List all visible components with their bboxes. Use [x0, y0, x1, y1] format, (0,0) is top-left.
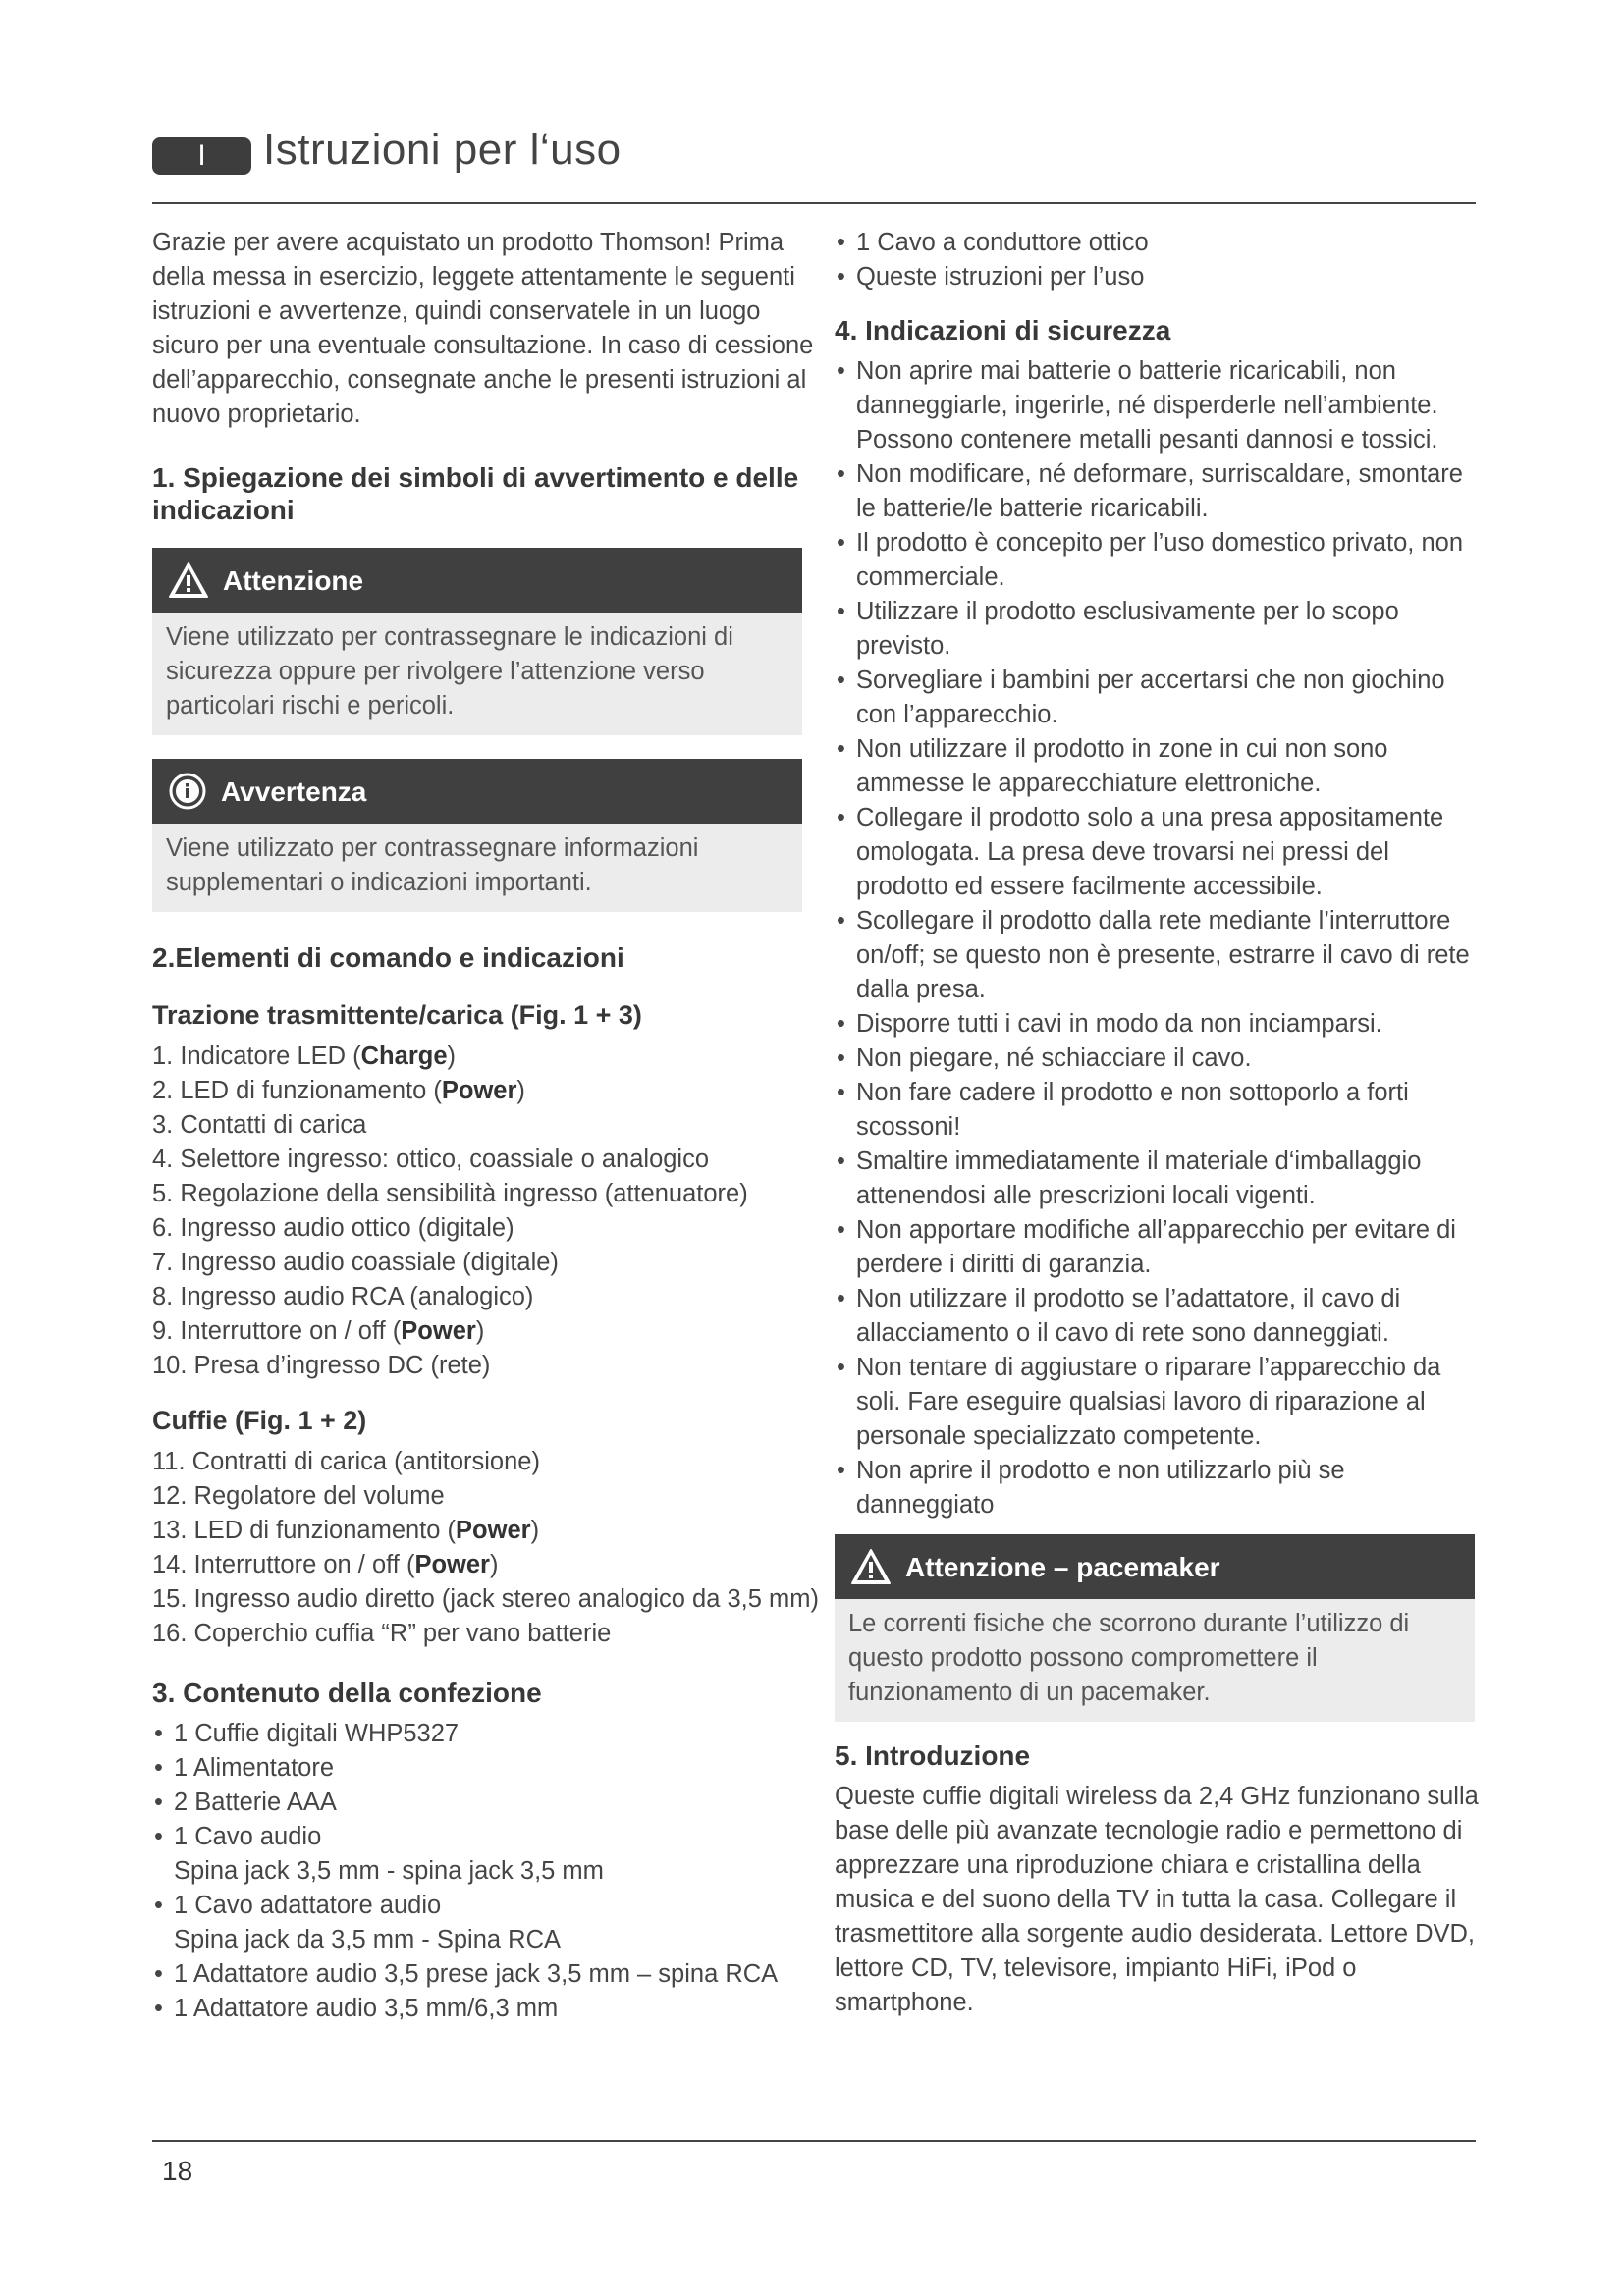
list-item: • 1 Cuffie digitali WHP5327	[152, 1717, 830, 1751]
warning-triangle-icon	[850, 1548, 892, 1585]
list-item: 1. Indicatore LED (Charge)	[152, 1042, 456, 1070]
list-item: • Utilizzare il prodotto esclusivamente per lo scopo previsto.	[835, 595, 1483, 664]
section-1-title: 1. Spiegazione dei simboli di avvertimento e delle indicazioni	[152, 462, 799, 525]
list-item: • 1 Adattatore audio 3,5 prese jack 3,5 mm – spina RCA	[152, 1957, 830, 1992]
info-notice-text: Viene utilizzato per contrassegnare informazioni supplementari o indicazioni importanti.	[152, 824, 802, 912]
list-item: 3. Contatti di carica	[152, 1111, 367, 1139]
info-notice-title: Avvertenza	[221, 775, 367, 807]
list-item: • Non utilizzare il prodotto se l’adattatore, il cavo di allacciamento o il cavo di rete sono danneggiati.	[835, 1282, 1483, 1351]
headphones-list	[152, 1445, 830, 1651]
warning-triangle-icon	[168, 561, 209, 599]
list-item: • Non aprire mai batterie o batterie ricaricabili, non danneggiarle, ingerirle, né disperderle nell’ambiente. Possono contenere metalli pesanti dannosi e tossici.	[835, 354, 1483, 457]
list-item: • Il prodotto è concepito per l’uso domestico privato, non commerciale.	[835, 526, 1483, 595]
intro-paragraph: Grazie per avere acquistato un prodotto Thomson! Prima della messa in esercizio, leggete attentamente le seguenti istruzioni e avvertenze, quindi conservatele in un luogo sicuro per una eventuale consultazione. In caso di cessione dell’apparecchio, consegnate anche le presenti istruzioni al nuovo proprietario.	[152, 229, 814, 428]
page-header	[152, 124, 1476, 202]
footer-rule	[152, 2140, 1476, 2142]
list-item-detail: Spina jack 3,5 mm - spina jack 3,5 mm	[174, 1857, 604, 1885]
section-4-title: 4. Indicazioni di sicurezza	[835, 315, 1171, 346]
list-item: • Non tentare di aggiustare o riparare l’apparecchio da soli. Fare eseguire qualsiasi lavoro di riparazione al personale specializzato competente.	[835, 1351, 1483, 1454]
list-item: • Queste istruzioni per l’uso	[835, 260, 1483, 294]
transmitter-subtitle: Trazione trasmittente/carica (Fig. 1 + 3)	[152, 1000, 642, 1030]
list-item: 16. Coperchio cuffia “R” per vano batterie	[152, 1620, 612, 1647]
list-item: • Sorvegliare i bambini per accertarsi che non giochino con l’apparecchio.	[835, 664, 1483, 732]
info-notice-header	[152, 759, 802, 824]
warning-notice-title: Attenzione	[223, 564, 364, 596]
pacemaker-notice	[835, 1534, 1475, 1722]
list-item: • 1 Adattatore audio 3,5 mm/6,3 mm	[152, 1992, 830, 2026]
introduction-paragraph: Queste cuffie digitali wireless da 2,4 GHz funzionano sulla base delle più avanzate tecnologie radio e permettono di apprezzare una riproduzione chiara e cristallina della musica e del suono della TV in tutta la casa. Collegare il trasmettitore alla sorgente audio desiderata. Lettore DVD, lettore CD, TV, televisore, impianto HiFi, iPod o smartphone.	[835, 1783, 1479, 2016]
transmitter-list	[152, 1040, 830, 1383]
list-item: 13. LED di funzionamento (Power)	[152, 1517, 540, 1544]
header-rule	[152, 202, 1476, 204]
list-item: • 1 Cavo adattatore audio Spina jack da 3,5 mm - Spina RCA	[152, 1889, 830, 1957]
pacemaker-notice-title: Attenzione – pacemaker	[905, 1551, 1220, 1582]
page-number: 18	[162, 2156, 193, 2186]
list-item: 7. Ingresso audio coassiale (digitale)	[152, 1249, 559, 1276]
left-column	[152, 226, 830, 2026]
list-item-detail: Spina jack da 3,5 mm - Spina RCA	[174, 1926, 562, 1953]
list-item: 11. Contratti di carica (antitorsione)	[152, 1448, 540, 1475]
list-item: • 1 Alimentatore	[152, 1751, 830, 1786]
list-item: • Non apportare modifiche all’apparecchio per evitare di perdere i diritti di garanzia.	[835, 1213, 1483, 1282]
info-notice	[152, 759, 802, 912]
warning-notice	[152, 548, 802, 735]
warning-notice-header	[152, 548, 802, 613]
list-item: • Collegare il prodotto solo a una presa appositamente omologata. La presa deve trovarsi nei pressi del prodotto ed essere facilmente accessibile.	[835, 801, 1483, 904]
page-title: Istruzioni per l‘uso	[263, 126, 622, 174]
list-item: • Disporre tutti i cavi in modo da non inciamparsi.	[835, 1007, 1483, 1041]
list-item: 14. Interruttore on / off (Power)	[152, 1551, 499, 1578]
list-item: • Non fare cadere il prodotto e non sottoporlo a forti scossoni!	[835, 1076, 1483, 1145]
list-item: • Non utilizzare il prodotto in zone in cui non sono ammesse le apparecchiature elettroniche.	[835, 732, 1483, 801]
pacemaker-notice-header	[835, 1534, 1475, 1599]
list-item: 8. Ingresso audio RCA (analogico)	[152, 1283, 534, 1310]
list-item: 9. Interruttore on / off (Power)	[152, 1317, 485, 1345]
list-item: 4. Selettore ingresso: ottico, coassiale o analogico	[152, 1146, 710, 1173]
package-contents-list-continued	[835, 226, 1483, 294]
list-item: • 1 Cavo audio Spina jack 3,5 mm - spina jack 3,5 mm	[152, 1820, 830, 1889]
warning-notice-text: Viene utilizzato per contrassegnare le indicazioni di sicurezza oppure per rivolgere l’attenzione verso particolari rischi e pericoli.	[152, 613, 802, 735]
list-item: • 1 Cavo a conduttore ottico	[835, 226, 1483, 260]
list-item: • Smaltire immediatamente il materiale d‘imballaggio attenendosi alle prescrizioni locali vigenti.	[835, 1145, 1483, 1213]
headphones-subtitle: Cuffie (Fig. 1 + 2)	[152, 1406, 367, 1435]
safety-list	[835, 354, 1483, 1522]
pacemaker-notice-text: Le correnti fisiche che scorrono durante l’utilizzo di questo prodotto possono compromettere il funzionamento di un pacemaker.	[835, 1599, 1475, 1722]
language-tag: I	[152, 137, 251, 175]
list-item: 10. Presa d’ingresso DC (rete)	[152, 1352, 491, 1379]
package-contents-list	[152, 1717, 830, 2026]
list-item: 6. Ingresso audio ottico (digitale)	[152, 1214, 514, 1242]
list-item: 2. LED di funzionamento (Power)	[152, 1077, 525, 1104]
right-column	[835, 226, 1483, 2020]
section-2-title: 2.Elementi di comando e indicazioni	[152, 942, 624, 973]
list-item: 12. Regolatore del volume	[152, 1482, 445, 1510]
list-item: • Non modificare, né deformare, surriscaldare, smontare le batterie/le batterie ricaricabili.	[835, 457, 1483, 526]
section-5-title: 5. Introduzione	[835, 1740, 1031, 1771]
list-item: 5. Regolazione della sensibilità ingresso (attenuatore)	[152, 1180, 748, 1207]
list-item: • Scollegare il prodotto dalla rete mediante l’interruttore on/off; se questo non è presente, estrarre il cavo di rete dalla presa.	[835, 904, 1483, 1007]
info-circle-icon	[168, 772, 207, 811]
list-item: • Non piegare, né schiacciare il cavo.	[835, 1041, 1483, 1076]
list-item: • 2 Batterie AAA	[152, 1786, 830, 1820]
list-item: 15. Ingresso audio diretto (jack stereo analogico da 3,5 mm)	[152, 1585, 819, 1613]
section-3-title: 3. Contenuto della confezione	[152, 1678, 542, 1708]
list-item: • Non aprire il prodotto e non utilizzarlo più se danneggiato	[835, 1454, 1483, 1522]
